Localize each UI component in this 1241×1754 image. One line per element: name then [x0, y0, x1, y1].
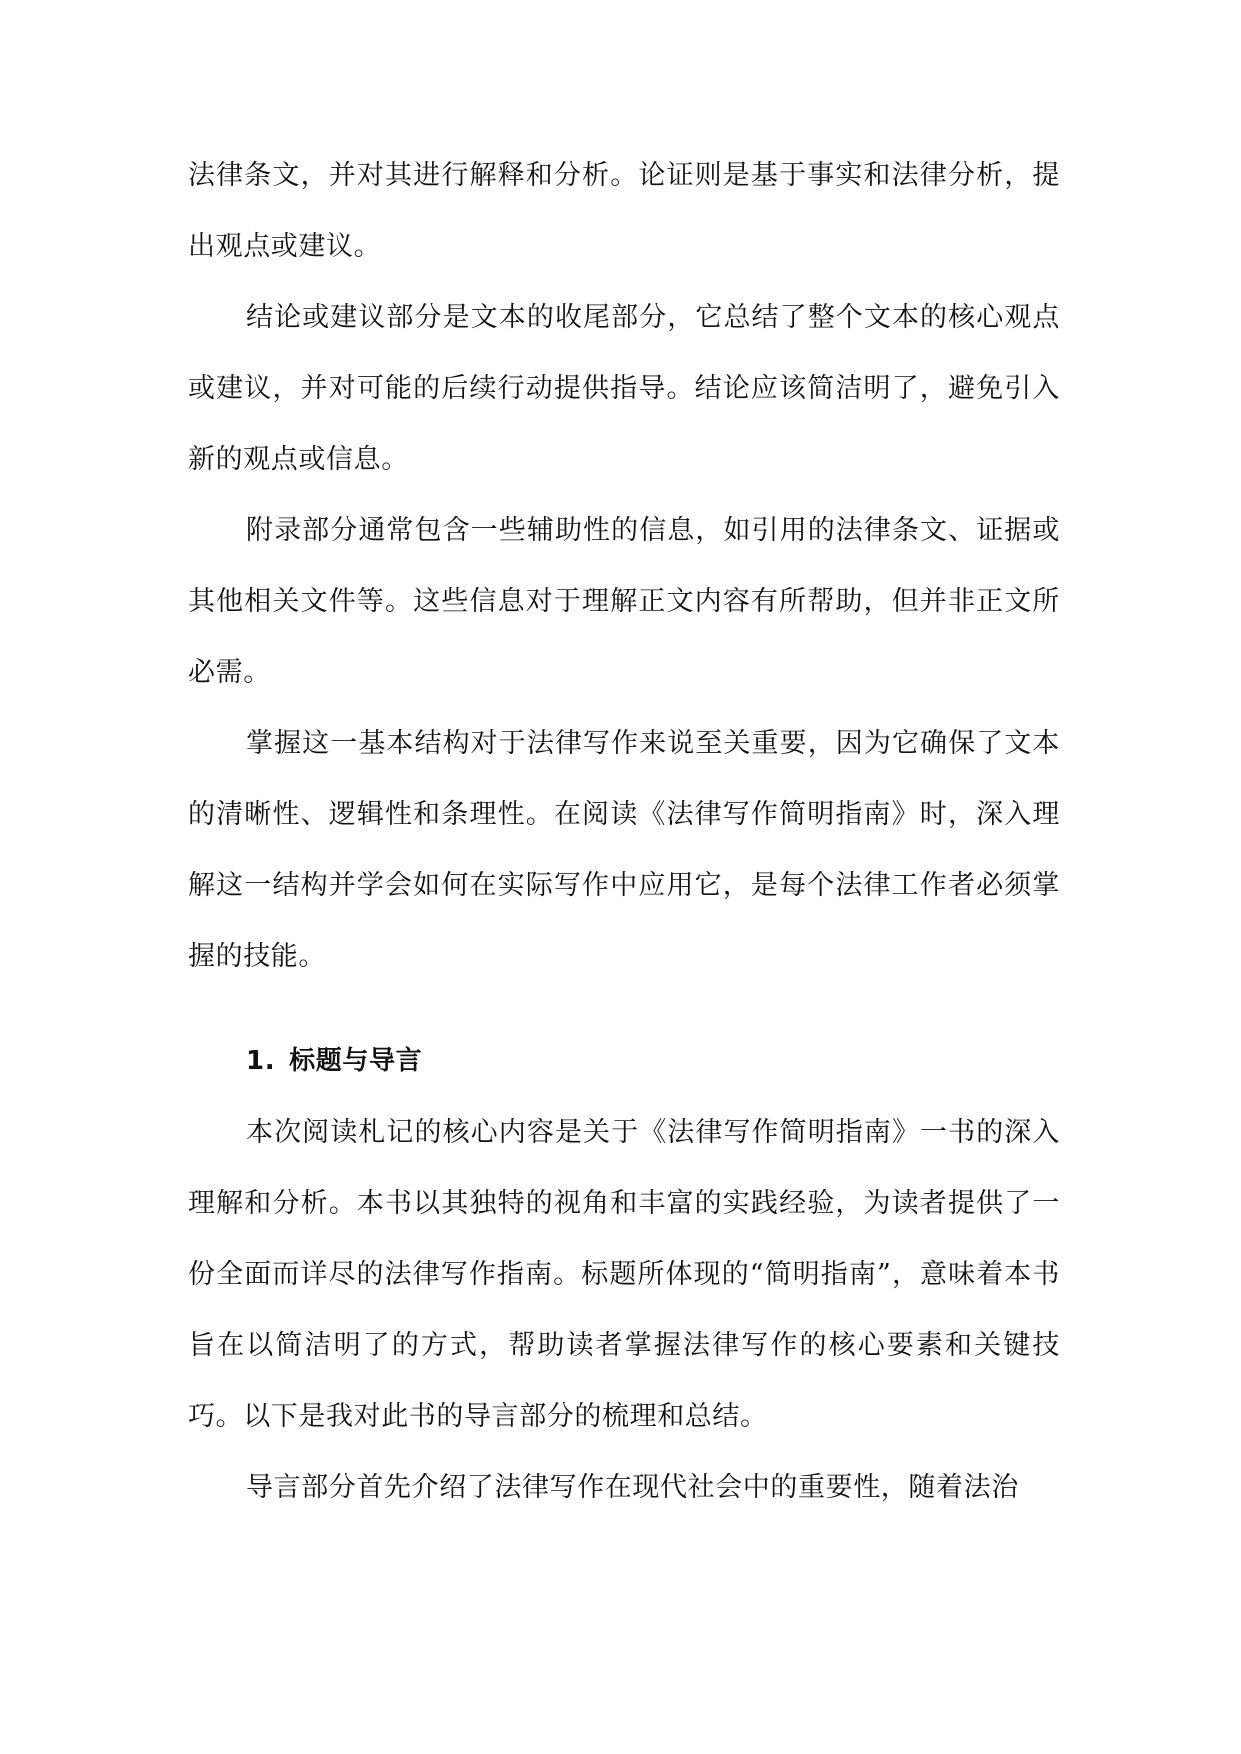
paragraph-structure-summary: 掌握这一基本结构对于法律写作来说至关重要，因为它确保了文本的清晰性、逻辑性和条理性。在阅读《法律写作简明指南》时，深入理解这一结构并学会如何在实际写作中应用它，是每个法律工作者必须掌握的技能。 [188, 728, 1060, 972]
paragraph-conclusion: 结论或建议部分是文本的收尾部分，它总结了整个文本的核心观点或建议，并对可能的后续行动提供指导。结论应该简洁明了，避免引入新的观点或信息。 [188, 302, 1060, 475]
document-body [188, 140, 1060, 1523]
section-heading [188, 1026, 1060, 1097]
paragraph-continued: 法律条文，并对其进行解释和分析。论证则是基于事实和法律分析，提出观点或建议。 [188, 160, 1060, 262]
paragraph-appendix: 附录部分通常包含一些辅助性的信息，如引用的法律条文、证据或其他相关文件等。这些信息对于理解正文内容有所帮助，但并非正文所必需。 [188, 515, 1060, 688]
paragraph-introduction-continued: 导言部分首先介绍了法律写作在现代社会中的重要性，随着法治 [246, 1472, 1019, 1503]
paragraph-introduction: 本次阅读札记的核心内容是关于《法律写作简明指南》一书的深入理解和分析。本书以其独特的视角和丰富的实践经验，为读者提供了一份全面而详尽的法律写作指南。标题所体现的“简明指南”，意味着本书旨在以简洁明了的方式，帮助读者掌握法律写作的核心要素和关键技巧。以下是我对此书的导言部分的梳理和总结。 [188, 1117, 1060, 1432]
section-heading-number: 1. [246, 1046, 276, 1076]
section-heading-title: 标题与导言 [289, 1046, 423, 1076]
